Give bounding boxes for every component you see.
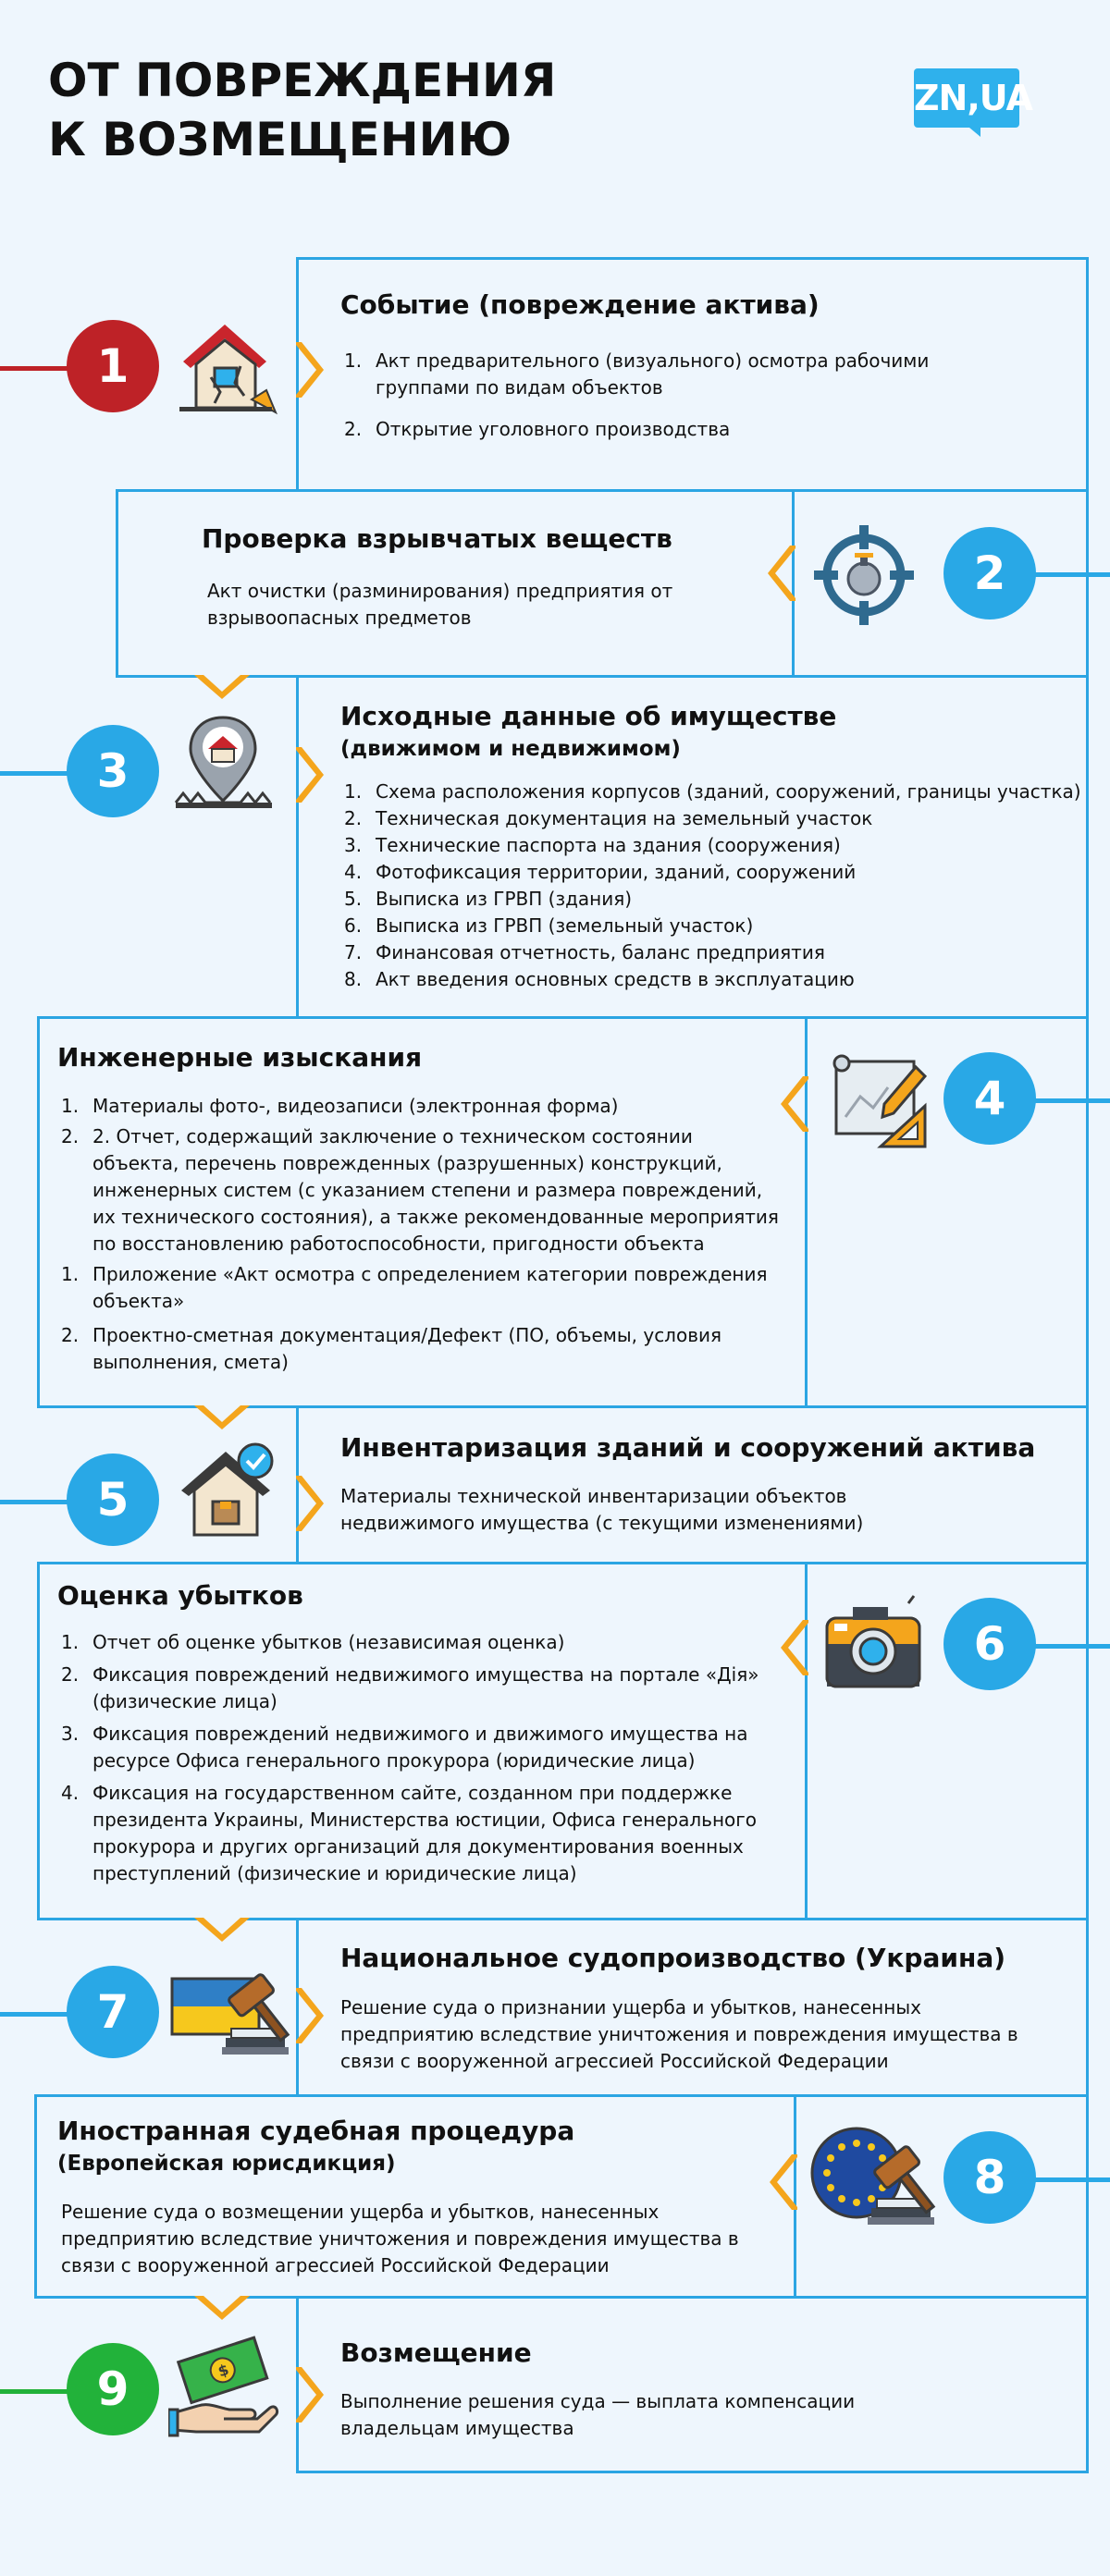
step-number-7: 7 (67, 1966, 159, 2058)
list-item: 1. Схема расположения корпусов (зданий, сооружений, границы участка) (344, 780, 1081, 803)
connector-line-1 (0, 366, 74, 371)
list-item: 1. Отчет об оценке убытков (независимая оценка) (61, 1631, 565, 1653)
chevron-left-5 (296, 1476, 324, 1531)
list-item: 2. 2. Отчет, содержащий заключение о техническом состоянии объекта, перечень поврежденных (разрушенных) конструкций, инженерных систем (с указанием степени и размера повреждений, их технического состояния), а также рекомендованные мероприятия по восстановлению работоспособности, пригодности объекта (61, 1125, 779, 1255)
step-title-8: Иностранная судебная процедура (57, 2116, 575, 2146)
step-number-4: 4 (944, 1052, 1036, 1145)
zn-ua-logo: ZN,UA (914, 68, 1019, 128)
chevron-left-7 (296, 1988, 324, 2043)
step-text-5: Материалы технической инвентаризации объектов недвижимого имущества (с текущими изменениями) (340, 1485, 864, 1534)
page-title (48, 51, 696, 169)
camera-icon (821, 1594, 929, 1696)
step-text-7: Решение суда о признании ущерба и убытков, нанесенных предприятию вследствие уничтожения и повреждения имущества в связи с вооруженной агрессией Российской Федерации (340, 1996, 1018, 2072)
chevron-left-1 (296, 342, 324, 398)
connector-line-7 (0, 2012, 74, 2017)
list-item: 4. Фиксация на государственном сайте, созданном при поддержке президента Украины, Министерства юстиции, Офиса генерального прокурора и других организаций для документирования военных преступлений (физические и юридические лица) (61, 1782, 758, 1884)
house-check-icon (174, 1439, 281, 1546)
list-item: 1. Приложение «Акт осмотра с определением категории повреждения объекта» (61, 1263, 768, 1312)
step-number-2: 2 (944, 527, 1036, 619)
chevron-down-2 (194, 675, 250, 701)
connector-line-3 (0, 771, 74, 776)
target-mine-icon (812, 523, 916, 627)
damaged-house-icon (174, 311, 285, 422)
list-item: 5. Выписка из ГРВП (здания) (344, 888, 633, 910)
chevron-right-2 (768, 546, 796, 601)
step-title-1: Событие (повреждение актива) (340, 289, 820, 320)
step-number-1: 1 (67, 320, 159, 412)
ukraine-flag-gavel-icon (166, 1960, 290, 2056)
list-item: 6. Выписка из ГРВП (земельный участок) (344, 914, 754, 937)
step-list-3 (344, 779, 1084, 993)
list-item: 2. Техническая документация на земельный участок (344, 807, 873, 829)
step-title-3: Исходные данные об имуществе (340, 701, 837, 731)
hand-money-icon (168, 2334, 279, 2441)
step-number-5: 5 (67, 1454, 159, 1546)
list-item: 7. Финансовая отчетность, баланс предприятия (344, 941, 825, 963)
chevron-down-4 (194, 1405, 250, 1431)
step-number-6: 6 (944, 1598, 1036, 1690)
list-item: 3. Технические паспорта на здания (сооружения) (344, 834, 841, 856)
title-line-2: К ВОЗМЕЩЕНИЮ (48, 113, 512, 166)
step-title-9: Возмещение (340, 2337, 532, 2368)
chevron-right-6 (781, 1620, 808, 1675)
title-line-1: ОТ ПОВРЕЖДЕНИЯ (48, 54, 557, 107)
step-title-6: Оценка убытков (57, 1580, 303, 1611)
step-title-4: Инженерные изыскания (57, 1042, 423, 1073)
step-number-3: 3 (67, 725, 159, 817)
location-pin-house-icon (166, 710, 279, 823)
list-item: 3. Фиксация повреждений недвижимого и движимого имущества на ресурсе Офиса генерального прокурора (юридические лица) (61, 1723, 748, 1772)
step-box-6-divider (805, 1562, 808, 1920)
step-title-5: Инвентаризация зданий и сооружений актива (340, 1432, 1036, 1463)
step-text-2: Акт очистки (разминирования) предприятия от взрывоопасных предметов (207, 580, 673, 629)
list-item: 1. Акт предварительного (визуального) осмотра рабочими группами по видам объектов (344, 350, 930, 399)
eu-flag-gavel-icon (807, 2123, 936, 2230)
list-item: 8. Акт введения основных средств в эксплуатацию (344, 968, 855, 990)
list-item: 1. Материалы фото-, видеозаписи (электронная форма) (61, 1095, 619, 1117)
blueprint-pencil-icon (829, 1050, 931, 1152)
chevron-left-3 (296, 747, 324, 803)
step-list-1 (344, 348, 964, 443)
step-text-8: Решение суда о возмещении ущерба и убытков, нанесенных предприятию вследствие уничтожения и повреждения имущества в связи с вооруженной агрессией Российской Федерации (61, 2201, 739, 2276)
list-item: 2. Фиксация повреждений недвижимого имущества на портале «Дія» (физические лица) (61, 1663, 759, 1712)
connector-line-9 (0, 2389, 74, 2394)
list-item: 2. Проектно-сметная документация/Дефект (ПО, объемы, условия выполнения, смета) (61, 1324, 722, 1373)
step-text-9: Выполнение решения суда — выплата компенсации владельцам имущества (340, 2390, 856, 2439)
list-item: 4. Фотофиксация территории, зданий, сооружений (344, 861, 857, 883)
step-box-4-divider (805, 1016, 808, 1408)
step-box-9 (296, 2296, 1089, 2473)
step-title-2: Проверка взрывчатых веществ (202, 523, 672, 554)
chevron-down-8 (194, 2296, 250, 2322)
step-list-4 (61, 1093, 783, 1376)
svg-text:$: $ (216, 2360, 231, 2381)
chevron-down-6 (194, 1918, 250, 1944)
connector-line-5 (0, 1500, 74, 1504)
step-subtitle-3: (движимом и недвижимом) (340, 737, 681, 761)
step-subtitle-8: (Европейская юрисдикция) (57, 2152, 396, 2176)
step-number-8: 8 (944, 2131, 1036, 2224)
step-list-6 (61, 1629, 783, 1887)
chevron-right-4 (781, 1076, 808, 1132)
chevron-left-9 (296, 2367, 324, 2423)
step-title-7: Национальное судопроизводство (Украина) (340, 1943, 1006, 1973)
chevron-right-8 (770, 2154, 797, 2210)
logo-tail (969, 128, 980, 137)
list-item: 2. Открытие уголовного производства (344, 418, 731, 440)
step-number-9: 9 (67, 2343, 159, 2435)
